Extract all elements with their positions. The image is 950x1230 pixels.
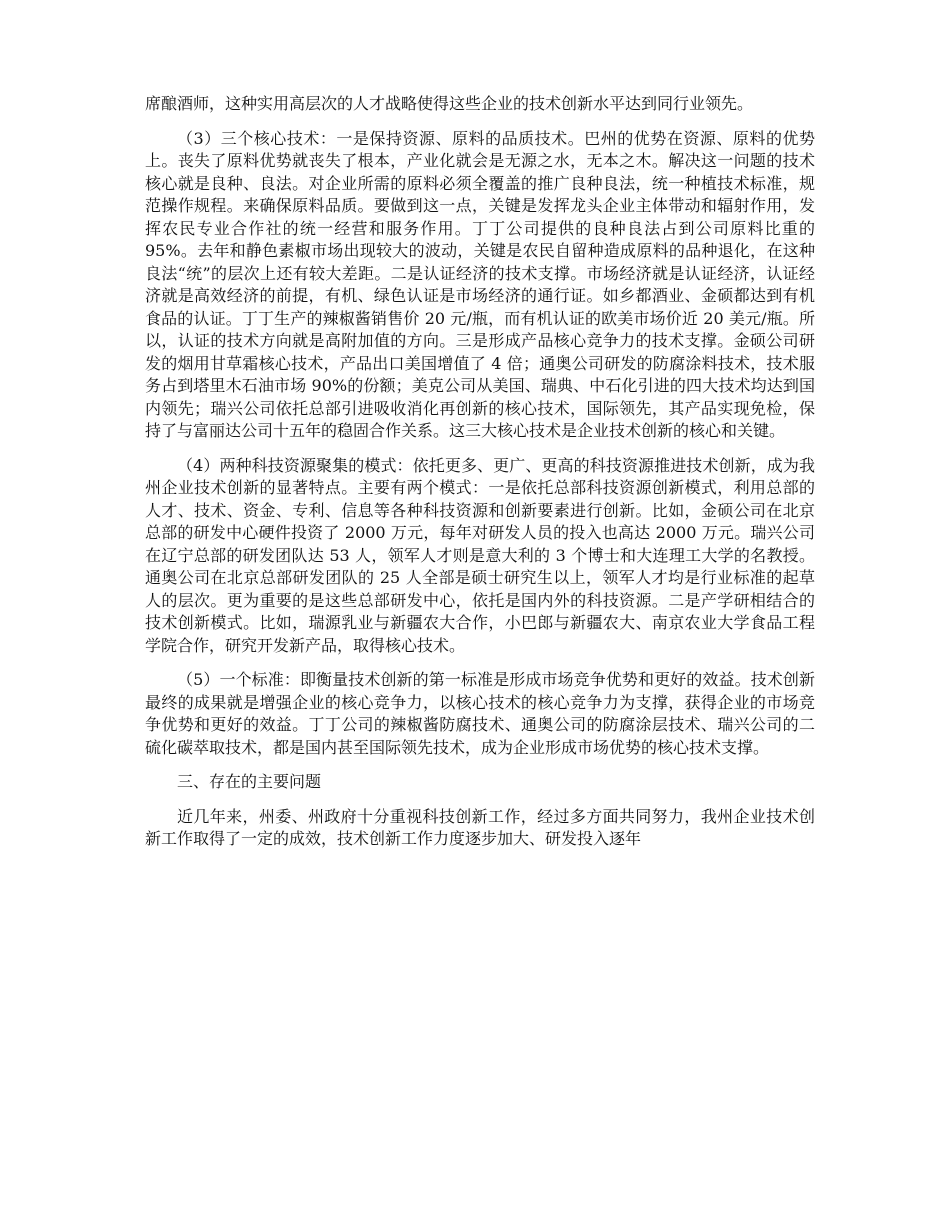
section-heading-main-problems: 三、存在的主要问题 [177,772,322,791]
paragraph-three-core-technologies: （3）三个核心技术：一是保持资源、原料的品质技术。巴州的优势在资源、原料的优势上。丧失了原料优势就丧失了根本，产业化就会是无源之水，无本之木。解决这一问题的技术核心就是良种、良法。对企业所需的原料必须全覆盖的推广良种良法，统一种植技术标准，规范操作规程。来确保原料品质。要做到这一点，关键是发挥龙头企业主体带动和辐射作用，发挥农民专业合作社的统一经营和服务作用。丁丁公司提供的良种良法占到公司原料比重的 95%。去年和静色素椒市场出现较大的波动，关键是农民自留种造成原料的品种退化，在这种良法“统”的层次上还有较大差距。二是认证经济的技术支撑。市场经济就是认证经济，认证经济就是高效经济的前提，有机、绿色认证是市场经济的通行证。如乡都酒业、金硕都达到有机食品的认证。丁丁生产的辣椒酱销售价 20 元/瓶，而有机认证的欧美市场价近 20 美元/瓶。所以，认证的技术方向就是高附加值的方向。三是形成产品核心竞争力的技术支撑。金硕公司研发的烟用甘草霜核心技术，产品出口美国增值了 4 倍；通奥公司研发的防腐涂料技术，技术服务占到塔里木石油市场 90%的份额；美克公司从美国、瑞典、中石化引进的四大技术均达到国内领先；瑞兴公司依托总部引进吸收消化再创新的核心技术，国际领先，其产品实现免检，保持了与富丽达公司十五年的稳固合作关系。这三大核心技术是企业技术创新的核心和关键。 [145,128,815,440]
paragraph-recent-years: 近几年来，州委、州政府十分重视科技创新工作，经过多方面共同努力，我州企业技术创新工作取得了一定的成效，技术创新工作力度逐步加大、研发投入逐年 [145,806,815,848]
paragraph-one-standard: （5）一个标准：即衡量技术创新的第一标准是形成市场竞争优势和更好的效益。技术创新最终的成果就是增强企业的核心竞争力，以核心技术的核心竞争力为支撑，获得企业的市场竞争优势和更好的效益。丁丁公司的辣椒酱防腐技术、通奥公司的防腐涂层技术、瑞兴公司的二硫化碳萃取技术，都是国内甚至国际领先技术，成为企业形成市场优势的核心技术支撑。 [145,670,815,757]
document-page [145,93,815,851]
paragraph-two-resource-models: （4）两种科技资源聚集的模式：依托更多、更广、更高的科技资源推进技术创新，成为我州企业技术创新的显著特点。主要有两个模式：一是依托总部科技资源创新模式，利用总部的人才、技术、资金、专利、信息等各种科技资源和创新要素进行创新。比如，金硕公司在北京总部的研发中心硬件投资了 2000 万元，每年对研发人员的投入也高达 2000 万元。瑞兴公司在辽宁总部的研发团队达 53 人，领军人才则是意大利的 3 个博士和大连理工大学的名教授。通奥公司在北京总部研发团队的 25 人全部是硕士研究生以上，领军人才均是行业标准的起草人的层次。更为重要的是这些总部研发中心，依托是国内外的科技资源。二是产学研相结合的技术创新模式。比如，瑞源乳业与新疆农大合作，小巴郎与新疆农大、南京农业大学食品工程学院合作，研究开发新产品，取得核心技术。 [145,455,815,655]
paragraph-continuation: 席酿酒师，这种实用高层次的人才战略使得这些企业的技术创新水平达到同行业领先。 [145,94,754,113]
